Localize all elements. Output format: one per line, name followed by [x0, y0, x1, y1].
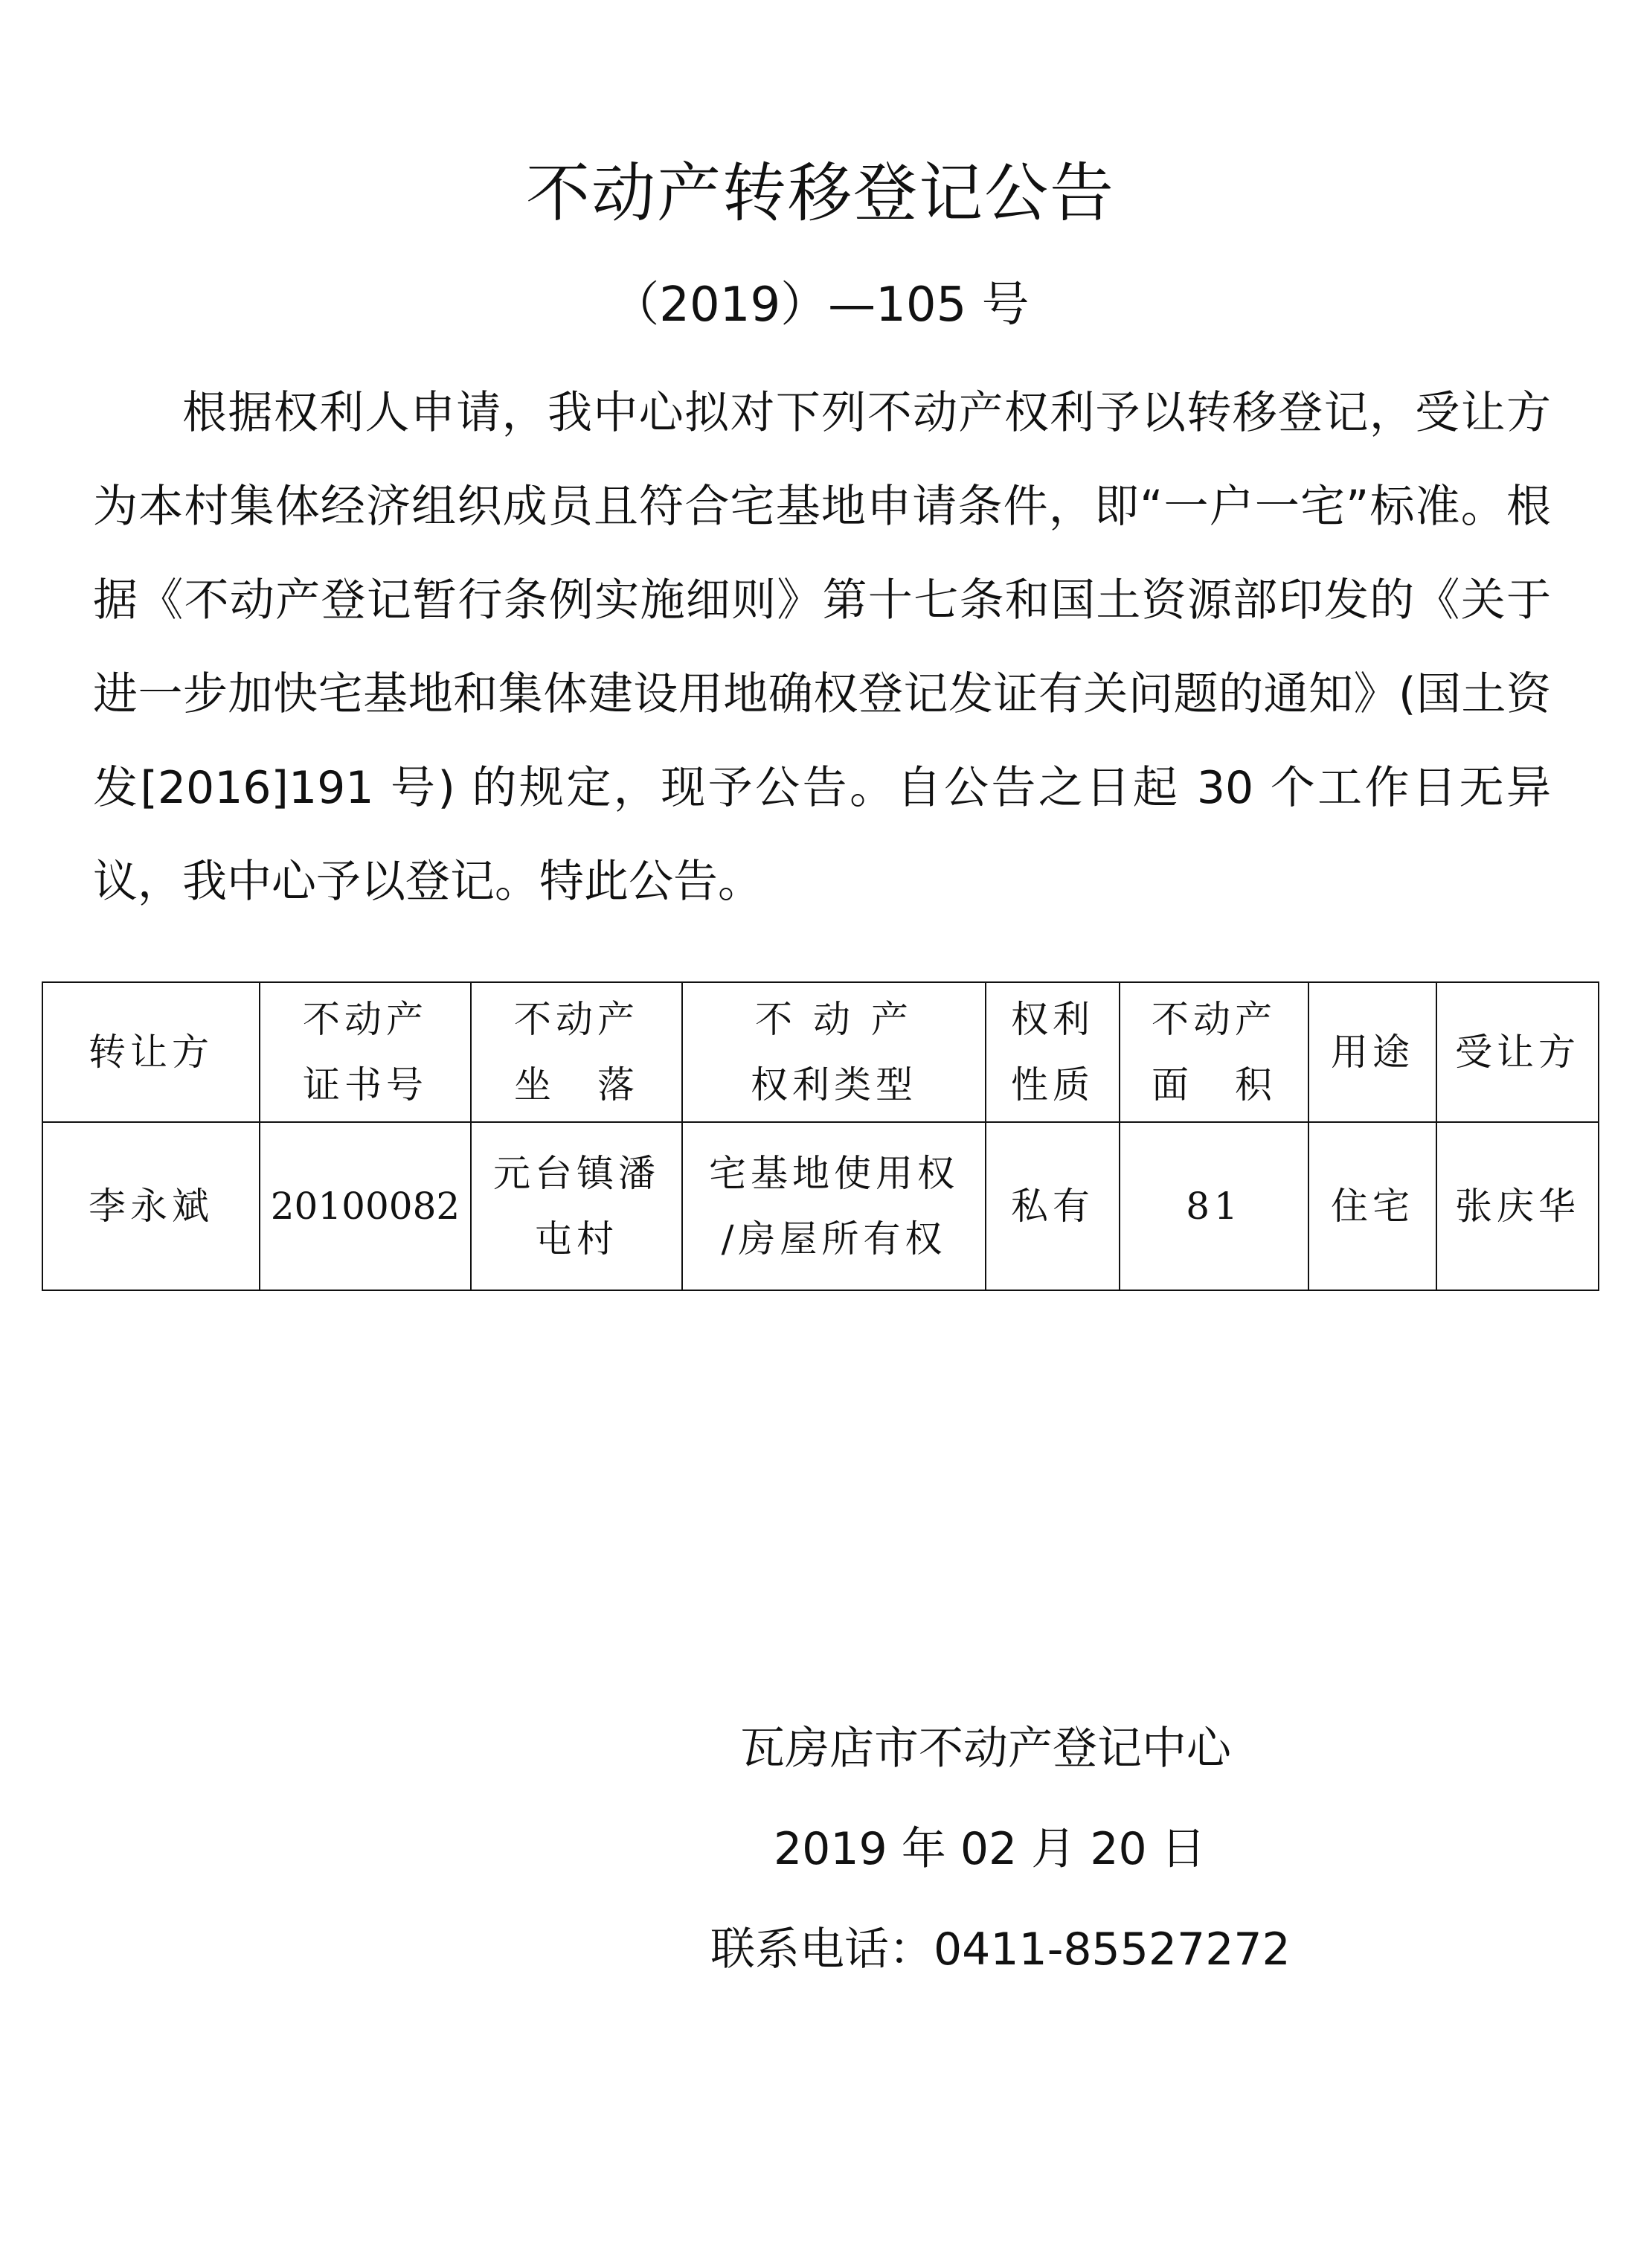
registration-table [42, 981, 1599, 1291]
cell-cert-no: 20100082 [260, 1122, 471, 1290]
signature-organization: 瓦房店市不动产登记中心 [740, 1723, 1231, 1775]
notice-number: （2019）—105 号 [611, 278, 1030, 333]
cell-area: 81 [1120, 1122, 1308, 1290]
header-transferee: 受让方 [1436, 982, 1599, 1122]
cell-nature: 私有 [986, 1122, 1120, 1290]
signature-date: 2019 年 02 月 20 日 [774, 1823, 1206, 1875]
table-row [42, 1122, 1599, 1290]
cell-transferee: 张庆华 [1436, 1122, 1599, 1290]
cell-location: 元台镇潘 屯村 [471, 1122, 682, 1290]
notice-title: 不动产转移登记公告 [526, 156, 1115, 231]
cell-usage: 住宅 [1308, 1122, 1436, 1290]
cell-right-type: 宅基地使用权 /房屋所有权 [682, 1122, 986, 1290]
signature-phone: 联系电话：0411-85527272 [710, 1923, 1291, 1976]
header-location: 不动产 坐 落 [471, 982, 682, 1122]
cell-transferor: 李永斌 [42, 1122, 260, 1290]
header-usage: 用途 [1308, 982, 1436, 1122]
header-right-type: 不 动 产 权利类型 [682, 982, 986, 1122]
header-nature: 权利 性质 [986, 982, 1120, 1122]
table-header-row [42, 982, 1599, 1122]
header-cert-no: 不动产 证书号 [260, 982, 471, 1122]
header-area: 不动产 面 积 [1120, 982, 1308, 1122]
notice-body: 根据权利人申请，我中心拟对下列不动产权利予以转移登记，受让方为本村集体经济组织成员且符合宅基地申请条件，即“一户一宅”标准。根据《不动产登记暂行条例实施细则》第十七条和国土资源部印发的《关于进一步加快宅基地和集体建设用地确权登记发证有关问题的通知》(国土资发[2016]191 号) 的规定，现予公告。自公告之日起 30 个工作日无异议，我中心予以登记。特此公告。 [93, 387, 1551, 908]
header-transferor: 转让方 [42, 982, 260, 1122]
